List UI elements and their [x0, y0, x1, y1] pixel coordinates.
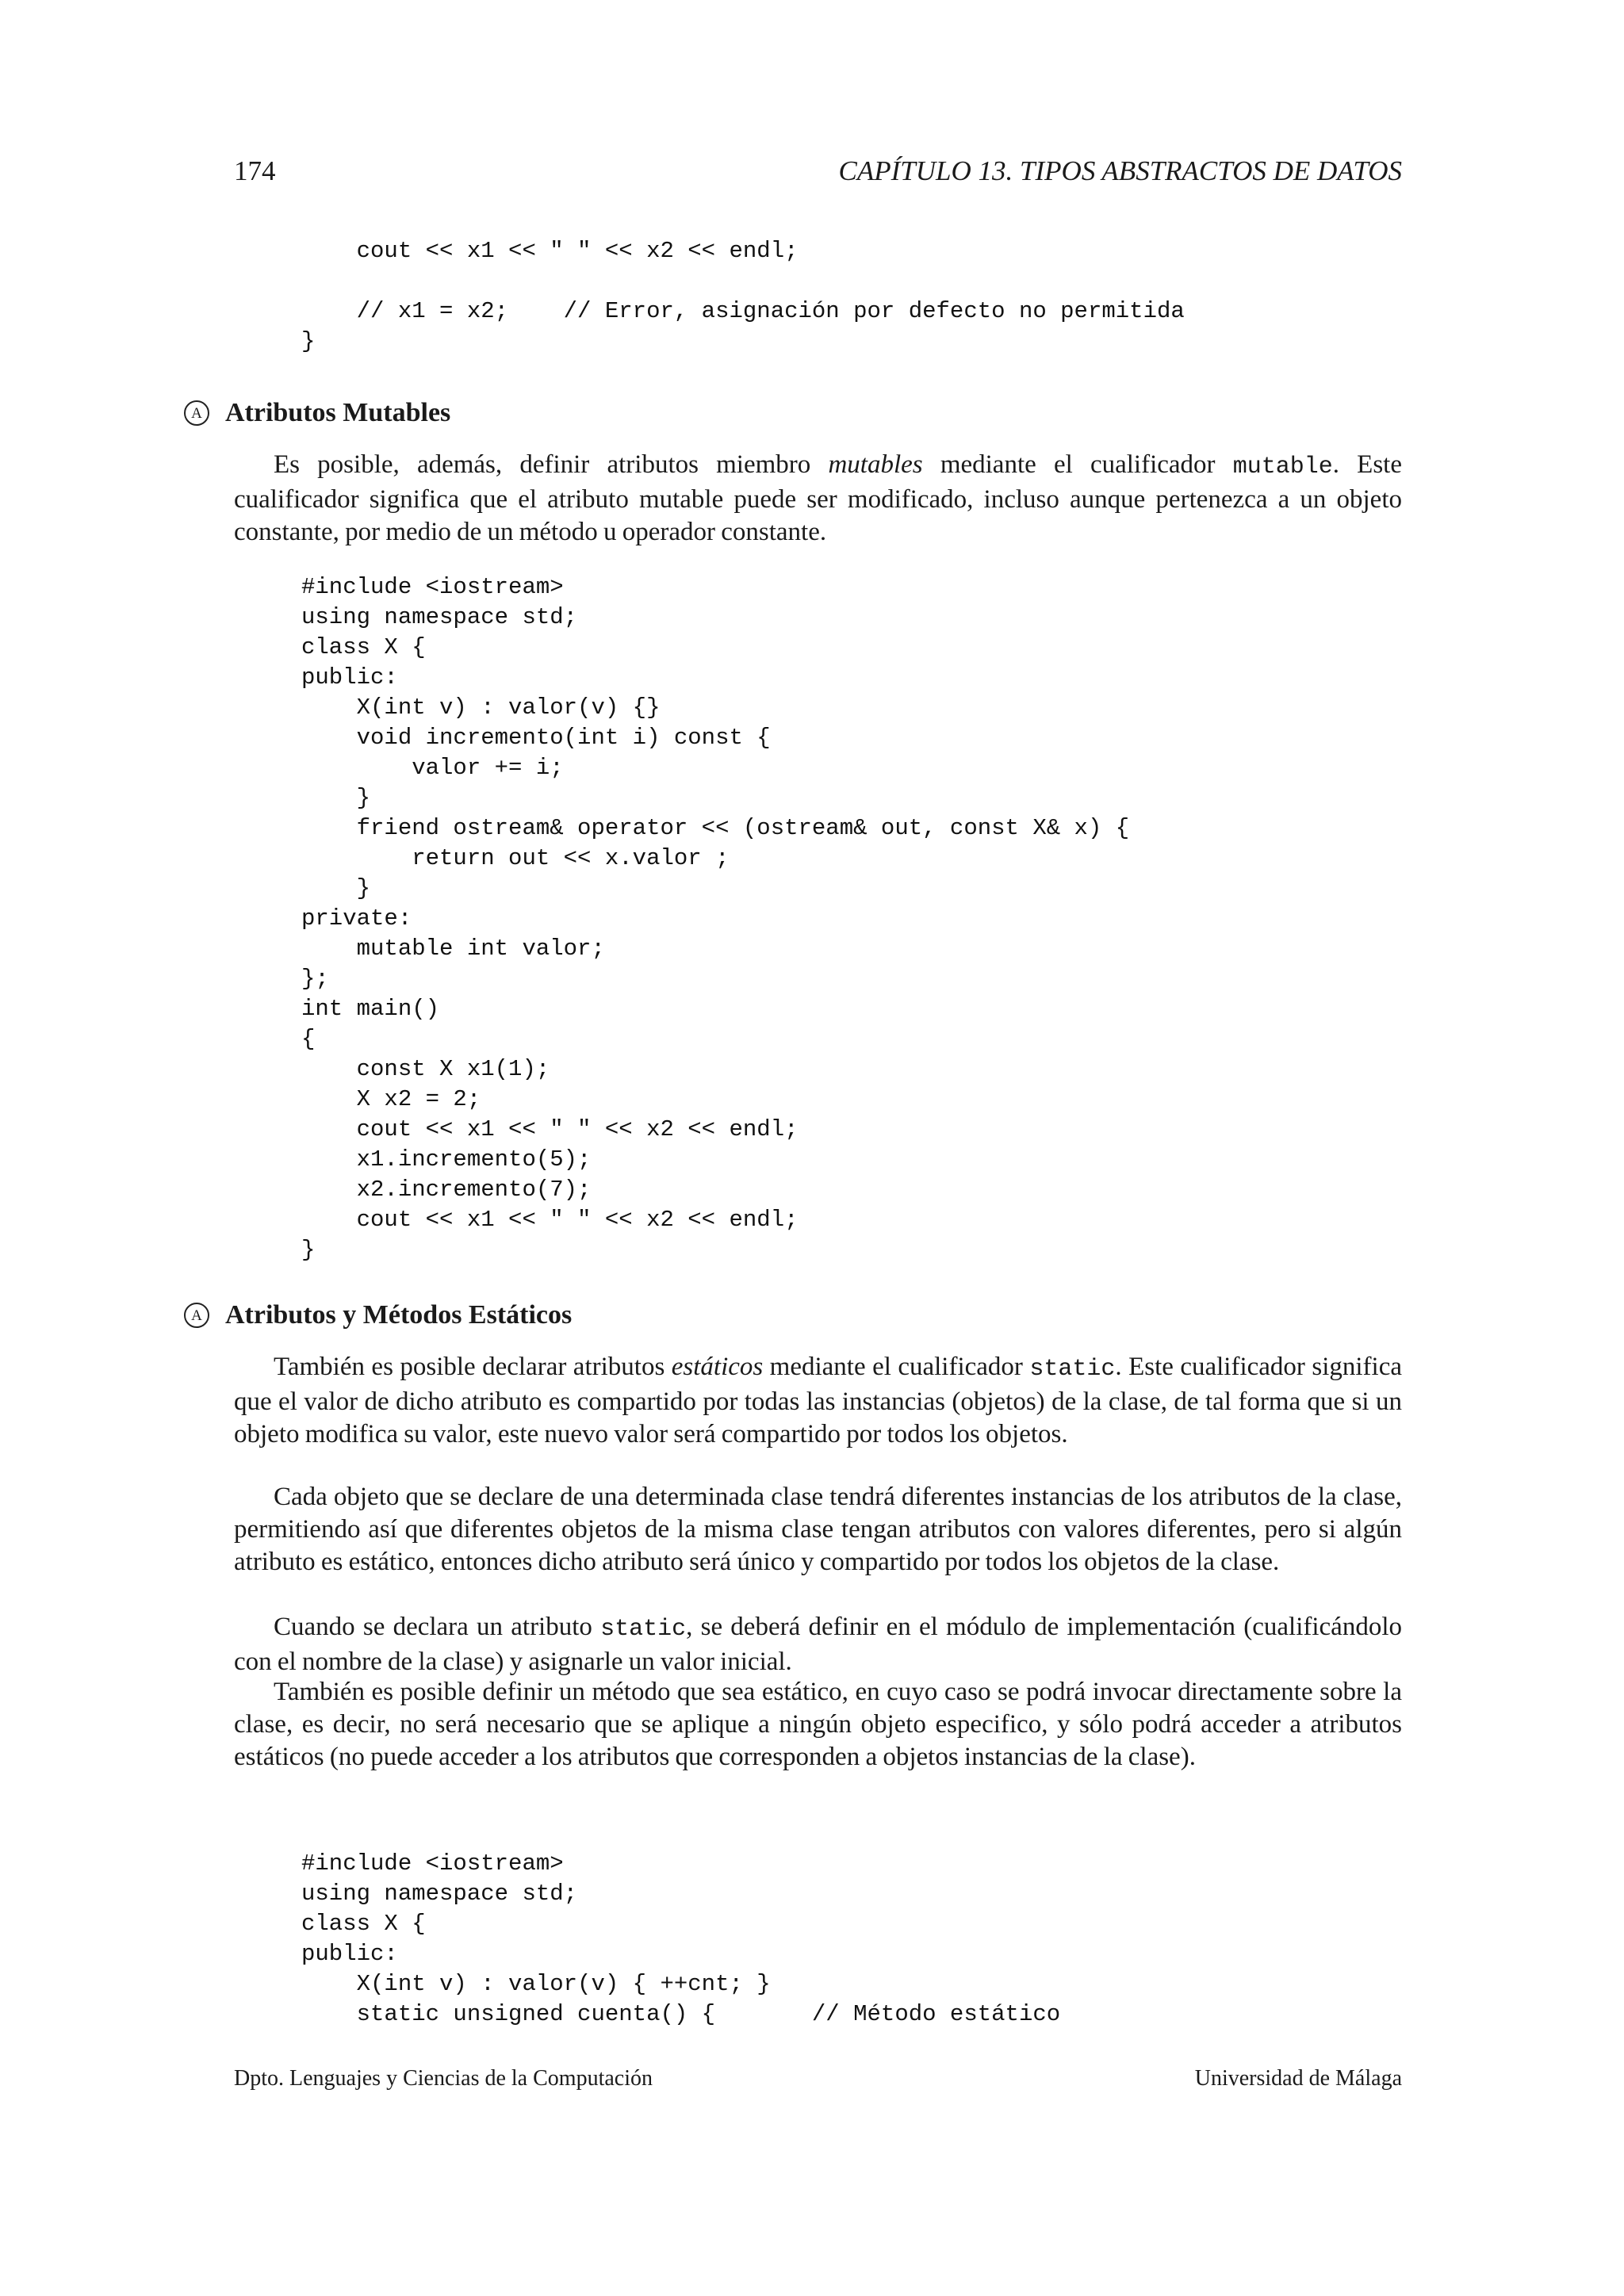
code-line: X(int v) : valor(v) { ++cnt; } — [301, 1971, 771, 1997]
code-line: x1.incremento(5); — [301, 1146, 592, 1173]
code-line: X(int v) : valor(v) {} — [301, 695, 661, 721]
code-line: } — [301, 328, 316, 354]
code-line: X x2 = 2; — [301, 1086, 481, 1112]
page-number: 174 — [234, 155, 276, 186]
paragraph-estaticos-2: Cada objeto que se declare de una determinada clase tendrá diferentes instancias de los atributos de la clase, permitiendo así que diferentes objetos de la misma clase tengan atributos con valores diferentes, pero si algún atributo es estático, entonces dicho atributo será único y compartido por todos los objetos de la clase. — [234, 1483, 1402, 1576]
paragraph-estaticos-3: Cuando se declara un atributo static, se deberá definir en el módulo de implementación (cualificándolo con el nombre de la clase) y asignarle un valor inicial. — [234, 1613, 1402, 1676]
section-heading-mutables — [184, 398, 450, 428]
paragraph-mutables: Es posible, además, definir atributos miembro mutables mediante el cualificador mutable. Este cualificador significa que el atributo mutable puede ser modificado, incluso aunque pertenezca a un objeto constante, por medio de un método u operador constante. — [234, 450, 1402, 546]
footer-department: Dpto. Lenguajes y Ciencias de la Computación — [234, 2066, 653, 2091]
code-line: int main() — [301, 996, 440, 1022]
code-line: }; — [301, 966, 329, 992]
code-block-top — [301, 236, 1185, 357]
code-line: using namespace std; — [301, 604, 578, 630]
advanced-badge-icon: A — [184, 400, 209, 426]
code-block-estaticos — [301, 1849, 1060, 2030]
code-line: cout << x1 << " " << x2 << endl; — [301, 1116, 799, 1142]
section-title: Atributos Mutables — [225, 398, 451, 427]
page-header — [234, 155, 1402, 187]
advanced-badge-icon: A — [184, 1303, 209, 1328]
code-line: mutable int valor; — [301, 936, 605, 962]
code-line: #include <iostream> — [301, 1850, 564, 1877]
code-line: private: — [301, 905, 412, 932]
code-line: x2.incremento(7); — [301, 1177, 592, 1203]
chapter-title: CAPÍTULO 13. TIPOS ABSTRACTOS DE DATOS — [838, 155, 1402, 186]
code-line: public: — [301, 664, 398, 691]
section-title: Atributos y Métodos Estáticos — [225, 1300, 573, 1330]
page-footer — [234, 2066, 1402, 2091]
code-line: friend ostream& operator << (ostream& out, const X& x) { — [301, 815, 1130, 841]
code-line: class X { — [301, 634, 426, 660]
paragraph-estaticos-1: También es posible declarar atributos estáticos mediante el cualificador static. Este cualificador significa que el valor de dicho atributo es compartido por todas las instancias (objetos) de la clase, de tal forma que si un objeto modifica su valor, este nuevo valor será compartido por todos los objetos. — [234, 1353, 1402, 1448]
code-line: } — [301, 785, 371, 811]
code-line: cout << x1 << " " << x2 << endl; — [301, 238, 799, 264]
code-block-mutables — [301, 572, 1129, 1265]
code-line: class X { — [301, 1911, 426, 1937]
code-line: public: — [301, 1941, 398, 1967]
code-line: } — [301, 1237, 316, 1263]
code-line — [301, 266, 1185, 297]
section-heading-estaticos — [184, 1300, 572, 1330]
code-line: const X x1(1); — [301, 1056, 550, 1082]
code-line: return out << x.valor ; — [301, 845, 730, 871]
code-line: cout << x1 << " " << x2 << endl; — [301, 1207, 799, 1233]
code-line: void incremento(int i) const { — [301, 725, 771, 751]
code-line: #include <iostream> — [301, 574, 564, 600]
code-line: valor += i; — [301, 755, 564, 781]
paragraph-estaticos-4: También es posible definir un método que sea estático, en cuyo caso se podrá invocar directamente sobre la clase, es decir, no será necesario que se aplique a ningún objeto especifico, y sólo podrá acceder a atributos estáticos (no puede acceder a los atributos que corresponden a objetos instancias de la clase). — [234, 1678, 1402, 1771]
code-line: } — [301, 875, 371, 901]
code-line: static unsigned cuenta() { // Método estático — [301, 2001, 1061, 2027]
code-line: using namespace std; — [301, 1881, 578, 1907]
code-line: { — [301, 1026, 316, 1052]
footer-university: Universidad de Málaga — [1194, 2066, 1402, 2091]
code-line: // x1 = x2; // Error, asignación por defecto no permitida — [301, 298, 1185, 324]
